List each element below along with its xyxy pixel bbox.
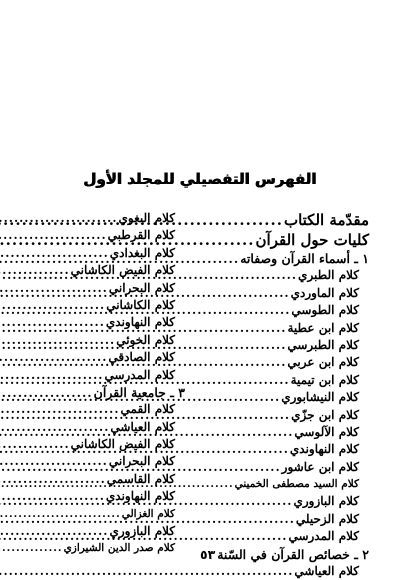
dot-leader [0, 488, 106, 505]
toc-column-left [35, 210, 185, 558]
toc-entry-label: كلام البازوري [293, 494, 359, 509]
dot-leader [0, 280, 109, 297]
toc-entry [209, 354, 369, 371]
toc-entry [35, 349, 185, 366]
dot-leader [0, 210, 119, 227]
toc-entry [209, 250, 369, 267]
toc-entry [35, 488, 185, 505]
toc-entry-label: كلام المدرسي [104, 367, 175, 382]
dot-leader [0, 506, 122, 523]
dot-leader [0, 436, 71, 453]
toc-entry [35, 471, 185, 488]
toc-entry-label: كلام الزحيلي [295, 511, 359, 526]
toc-entry [209, 372, 369, 389]
toc-entry [35, 523, 185, 540]
toc-entry-label: كلام الكاشاني [106, 297, 175, 312]
toc-entry [209, 493, 369, 510]
toc-entry-label: كلام الفيض الكاشاني [70, 437, 175, 452]
toc-entry-label: كلام الخوئي [116, 332, 175, 347]
dot-leader [0, 471, 107, 488]
toc-entry-label: كلام القمي [120, 402, 175, 417]
dot-leader [0, 523, 109, 540]
dot-leader [0, 245, 110, 262]
toc-entry-label: كلام السيد مصطفى الخميني [234, 478, 359, 491]
toc-entry [35, 384, 185, 401]
toc-entry-label: مقدّمة الكتاب [283, 211, 369, 229]
dot-leader [0, 401, 121, 418]
dot-leader [0, 367, 104, 384]
toc-entry [199, 546, 369, 563]
toc-title: الفهرس التفصيلي للمجلد الأول [83, 170, 317, 188]
toc-entry-page-number: ٥٣ [199, 546, 216, 562]
toc-entry-label: كلام ابن جزّي [291, 407, 359, 422]
toc-entry-label: كلام العياشي [294, 564, 359, 579]
toc-entry [35, 332, 185, 349]
toc-entry [209, 389, 369, 406]
toc-entry-label: كلام الآلوسي [294, 424, 359, 439]
toc-entry-label: كلام العياشي [110, 419, 175, 434]
toc-entry [209, 528, 369, 545]
toc-entry-label: كلام الطبرسي [287, 337, 359, 352]
toc-entry-label: كلام ابن عطية [287, 320, 359, 335]
toc-entry-label: كلام الفيض الكاشاني [70, 263, 175, 278]
toc-entry-label: كلام ابن عربي [287, 355, 359, 370]
toc-entry-label: كلام البحراني [108, 280, 175, 295]
dot-leader [0, 349, 108, 366]
toc-entry-label: كلام النهاوندي [289, 442, 359, 457]
dot-leader [0, 262, 71, 279]
toc-entry [35, 540, 185, 557]
toc-entry-label: كلام صدر الدين الشيرازي [63, 542, 175, 555]
toc-entry-label: كلام الصادقي [108, 350, 175, 365]
toc-entry-label: كلام الطوسي [291, 303, 359, 318]
dot-leader [0, 227, 108, 244]
toc-entry [209, 441, 369, 458]
toc-entry-label: كلام الماوردي [290, 285, 359, 300]
dot-leader [0, 453, 109, 470]
toc-entry [35, 280, 185, 297]
toc-entry [35, 297, 185, 314]
toc-entry-label: كلام البغوي [118, 211, 175, 225]
toc-entry-label: كلام ابن عاشور [281, 459, 359, 474]
toc-entry [209, 476, 369, 493]
toc-entry-label: كلام النيشابوري [281, 390, 359, 405]
toc-entry-label: ٢ ـ خصائص القرآن في السّنة [217, 546, 369, 562]
dot-leader [0, 540, 64, 557]
toc-entry-label: كلام البغدادي [109, 245, 175, 260]
toc-entry-label: ١ ـ أسماء القرآن وصفاته [240, 251, 369, 266]
dot-leader [0, 419, 110, 436]
toc-entry-label: كلام النهاوندي [105, 489, 175, 504]
toc-entry [209, 302, 369, 319]
toc-entry [209, 563, 369, 580]
dot-leader [215, 546, 217, 563]
toc-entry [35, 262, 185, 279]
toc-entry [209, 267, 369, 284]
toc-entry-label: كلام الطبري [298, 268, 359, 283]
toc-entry [209, 511, 369, 528]
dot-leader [0, 297, 106, 314]
toc-entry-label: كلام القرطبي [107, 228, 175, 243]
toc-entry-label: كلام النهاوندي [105, 315, 175, 330]
toc-entry [35, 419, 185, 436]
toc-entry [35, 210, 185, 227]
dot-leader [0, 314, 106, 331]
toc-entry-label: كلام القاسمي [106, 471, 175, 486]
toc-entry [35, 367, 185, 384]
toc-entry-label: ٣ ـ جامعية القرآن [93, 384, 185, 400]
toc-entry-label: كلام البازوري [109, 524, 175, 539]
toc-entry [209, 230, 369, 250]
toc-entry-label: كليات حول القرآن [255, 231, 369, 249]
toc-entry-label: كلام الغزالي [121, 507, 175, 520]
toc-entry-label: كلام ابن تيمية [290, 372, 359, 387]
toc-entry [209, 210, 369, 230]
toc-entry [209, 337, 369, 354]
toc-entry [35, 245, 185, 262]
dot-leader [0, 563, 294, 580]
toc-entry [209, 459, 369, 476]
toc-entry [35, 453, 185, 470]
toc-entry [35, 401, 185, 418]
toc-entry [35, 436, 185, 453]
toc-entry [35, 506, 185, 523]
toc-entry-label: كلام البحراني [108, 454, 175, 469]
title-wrap [0, 169, 400, 188]
toc-column-right [199, 210, 369, 580]
toc-entry [35, 314, 185, 331]
toc-entry [209, 320, 369, 337]
toc-entry [209, 407, 369, 424]
toc-entry [35, 227, 185, 244]
dot-leader [0, 384, 94, 401]
dot-leader [0, 332, 116, 349]
toc-entry-label: كلام المدرسي [288, 529, 359, 544]
toc-entry [209, 424, 369, 441]
toc-entry [209, 285, 369, 302]
